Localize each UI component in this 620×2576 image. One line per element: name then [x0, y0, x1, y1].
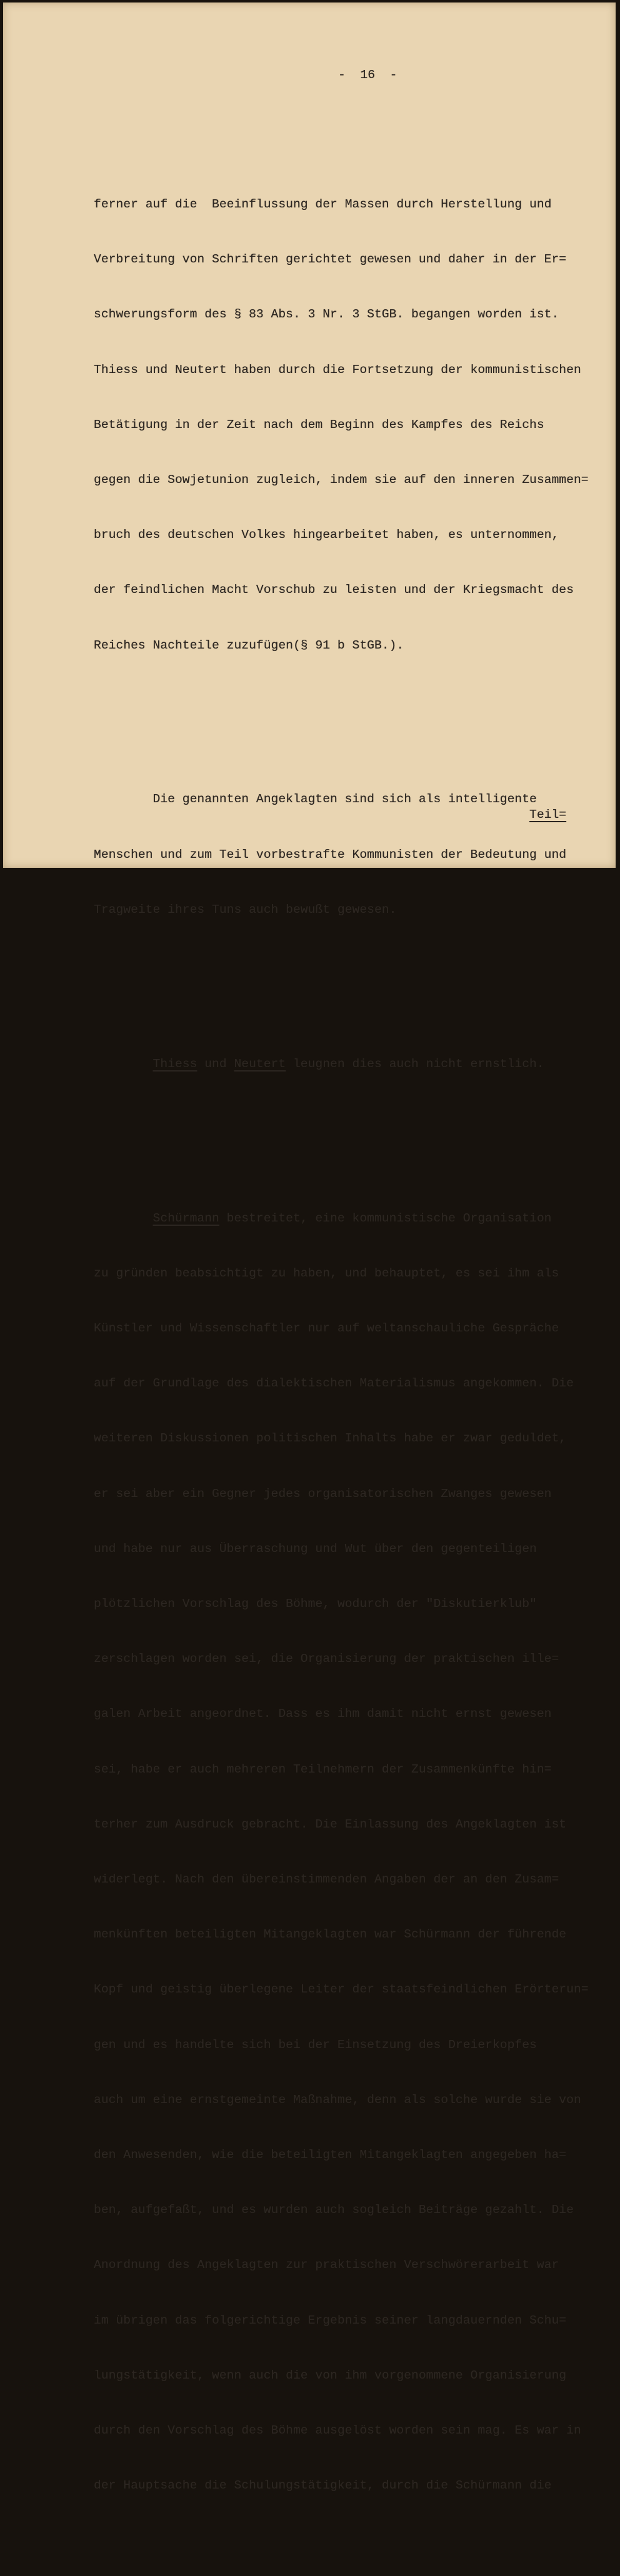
text-line: ben, aufgefaßt, und es wurden auch sogleich Beiträge gezahlt. Die: [94, 2203, 574, 2217]
text-line: lungstätigkeit, wenn auch die von ihm vorgenommene Organisierung: [94, 2368, 567, 2382]
text-line: ferner auf die Beeinflussung der Massen durch Herstellung und: [94, 197, 552, 212]
text-line: Thiess und Neutert haben durch die Fortsetzung der kommunistischen: [94, 362, 581, 377]
text-line: Die genannten Angeklagten sind sich als intelligente: [152, 792, 537, 807]
text-line: Reiches Nachteile zuzufügen(§ 91 b StGB.).: [94, 638, 404, 652]
text-line: weiteren Diskussionen politischen Inhalts habe er zwar geduldet,: [94, 1431, 567, 1446]
text-line: und habe nur aus Überraschung und Wut über den gegenteiligen: [94, 1541, 537, 1556]
text-line: Tragweite ihres Tuns auch bewußt gewesen.: [94, 902, 397, 917]
text-line: der feindlichen Macht Vorschub zu leisten und der Kriegsmacht des: [94, 583, 574, 597]
text-line: Menschen und zum Teil vorbestrafte Kommunisten der Bedeutung und: [94, 847, 567, 862]
text-line: durch den Vorschlag des Böhme ausgelöst worden sein mag. Es war in: [94, 2424, 581, 2438]
text-line: zu gründen beabsichtigt zu haben, und behauptet, es sei ihm als: [94, 1266, 559, 1280]
text-segment: leugnen dies auch nicht ernstlich.: [286, 1057, 544, 1071]
text-line: Kopf und geistig überlegene Leiter der staatsfeindlichen Erörterun=: [94, 1982, 589, 1997]
paragraph: [94, 1018, 594, 1110]
underlined-name: Schürmann: [152, 1211, 219, 1225]
text-line: menkünften beteiligten Mitangeklagten war Schürmann der führende: [94, 1927, 567, 1942]
text-line: galen Arbeit angeordnet. Dass es ihm damit nicht ernst gewesen: [94, 1707, 552, 1721]
text-line: [94, 1210, 594, 1228]
text-line: schwerungsform des § 83 Abs. 3 Nr. 3 StGB. begangen worden ist.: [94, 307, 559, 322]
text-line: terher zum Ausdruck gebracht. Die Einlassung des Angeklagten ist: [94, 1817, 567, 1831]
text-line: der Hauptsache die Schulungstätigkeit, durch die Schürmann die: [94, 2479, 552, 2493]
paragraph: [94, 159, 594, 692]
text-line: Betätigung in der Zeit nach dem Beginn des Kampfes des Reichs: [94, 417, 544, 432]
underlined-name: Thiess: [152, 1057, 198, 1071]
text-line: im übrigen das folgerichtige Ergebnis seiner langdauernden Schu=: [94, 2313, 567, 2327]
text-line: Verbreitung von Schriften gerichtet gewesen und daher in der Er=: [94, 252, 567, 267]
text-line: zerschlagen worden sei, die Organisierung der praktischen ille=: [94, 1652, 559, 1666]
catchword: Teil=: [529, 808, 567, 822]
page-number: - 16 -: [338, 68, 398, 82]
text-line: er sei aber ein Gegner jedes organisatorischen Zwanges gewesen: [94, 1486, 552, 1501]
text-line: sei, habe er auch mehreren Teilnehmern der Zusammenkünfte hin=: [94, 1762, 552, 1776]
text-line: gegen die Sowjetunion zugleich, indem sie auf den inneren Zusammen=: [94, 473, 589, 487]
text-line: gen und es handelte sich bei der Einsetzung des Dreierkopfes: [94, 2037, 537, 2052]
text-segment: und: [197, 1057, 234, 1071]
text-line: Anordnung des Angeklagten zur praktischen Verschwörerarbeit war: [94, 2258, 559, 2272]
paragraph: [94, 1173, 594, 2532]
text-line: plötzlichen Vorschlag des Böhme, wodurch der "Diskutierklub": [94, 1596, 537, 1611]
paragraph: [94, 754, 594, 956]
text-line: [94, 1055, 594, 1073]
underlined-name: Neutert: [234, 1057, 286, 1071]
text-line: bruch des deutschen Volkes hingearbeitet haben, es unternommen,: [94, 528, 559, 542]
text-line: auf der Grundlage des dialektischen Materialismus angekommen. Die: [94, 1376, 574, 1391]
text-segment: bestreitet, eine kommunistische Organisation: [219, 1211, 552, 1225]
document-body: [94, 104, 594, 2576]
text-line: auch um eine ernstgemeinte Maßnahme, denn als solche wurde sie von: [94, 2092, 581, 2107]
text-line: Künstler und Wissenschaftler nur auf weltanschauliche Gespräche: [94, 1321, 559, 1335]
text-line: den Anwesenden, wie die beteiligten Mitangeklagten angegeben ha=: [94, 2148, 567, 2162]
text-line: widerlegt. Nach den übereinstimmenden Angaben der an den Zusam=: [94, 1872, 559, 1886]
